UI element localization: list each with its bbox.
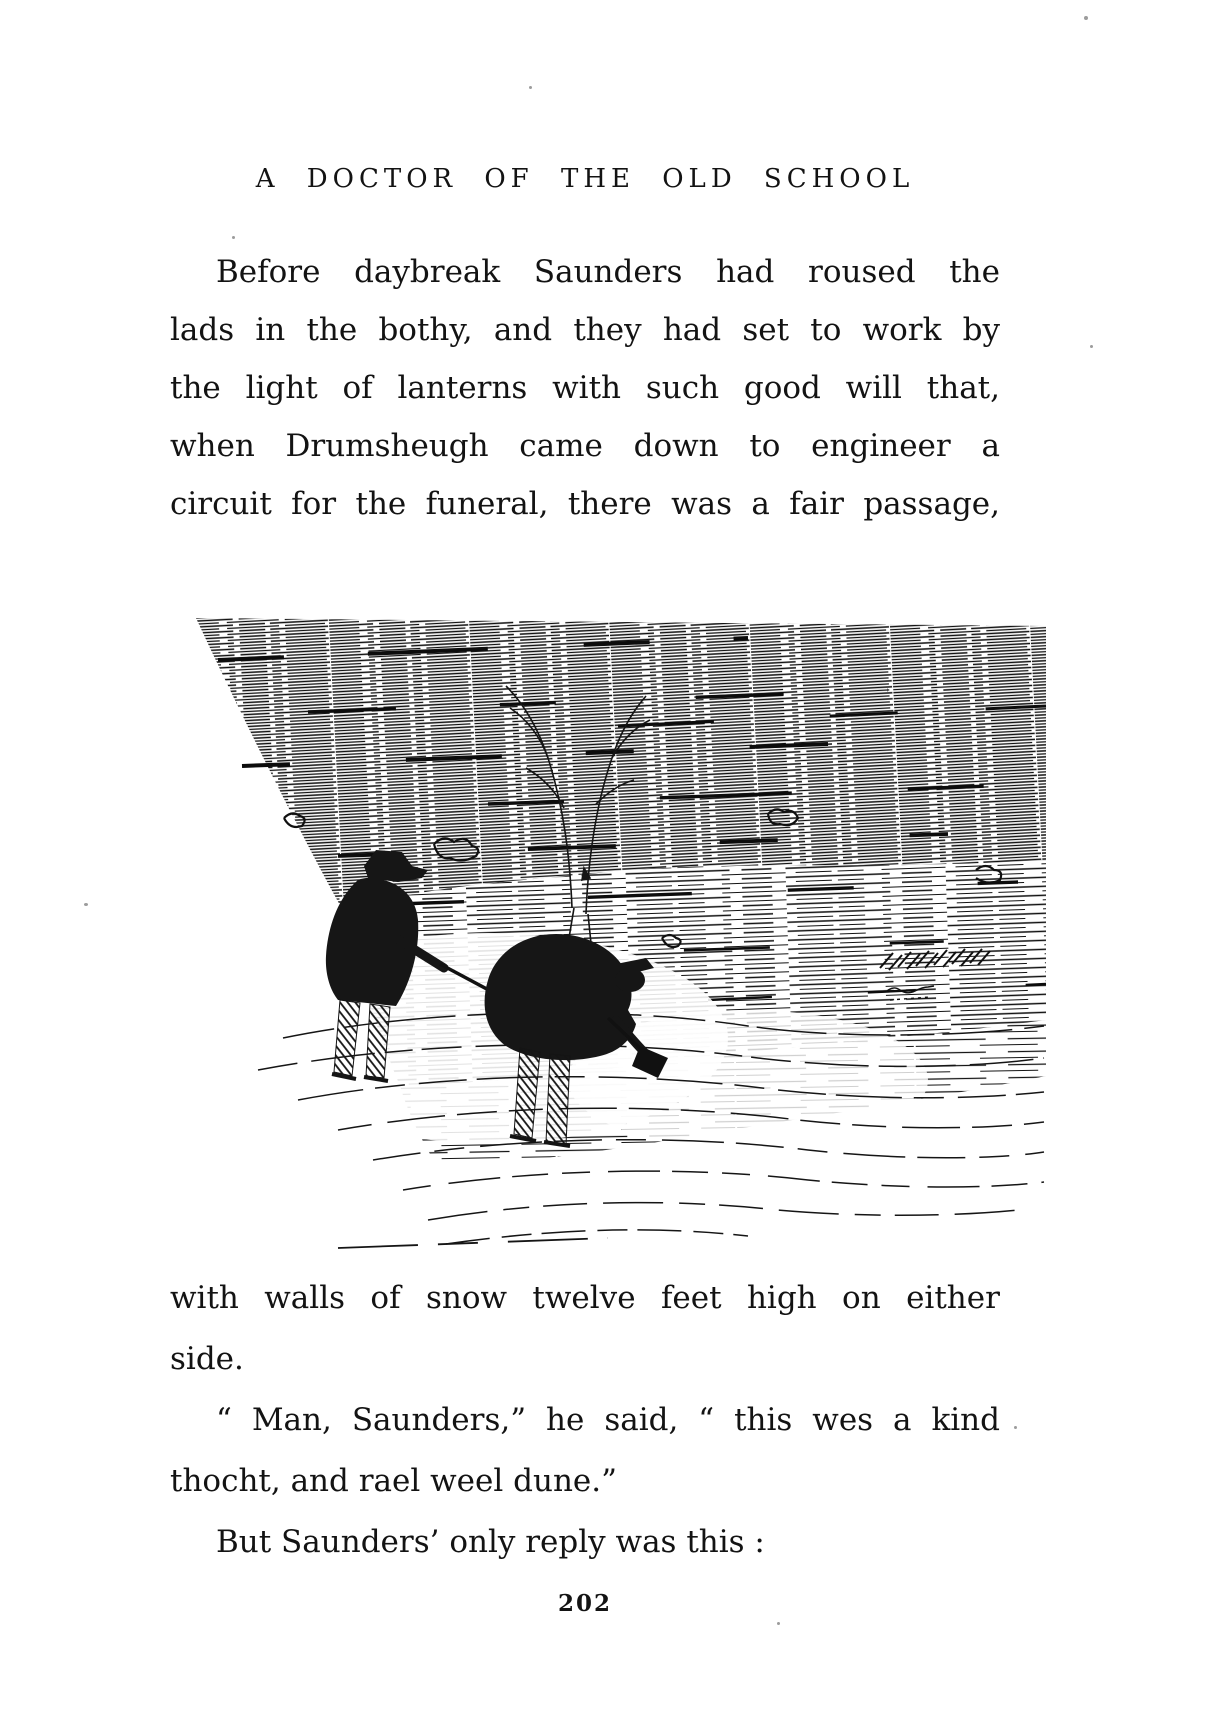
snow-digging-illustration bbox=[188, 608, 1048, 1253]
text-line: lads in the bothy, and they had set to work by bbox=[170, 312, 1000, 348]
scan-speck bbox=[529, 86, 532, 89]
scan-speck bbox=[1090, 345, 1093, 348]
paragraph-1 bbox=[170, 243, 1000, 533]
text-line: when Drumsheugh came down to engineer a bbox=[170, 428, 1000, 464]
scan-speck bbox=[84, 903, 88, 906]
page-number: 202 bbox=[557, 1590, 612, 1617]
lower-text bbox=[170, 1268, 1000, 1573]
text-line: thocht, and rael weel dune.” bbox=[170, 1463, 617, 1499]
leg bbox=[546, 1054, 570, 1145]
scan-speck bbox=[777, 1622, 780, 1625]
text-line: the light of lanterns with such good will that, bbox=[170, 370, 1000, 406]
text-line: But Saunders’ only reply was this : bbox=[216, 1524, 765, 1560]
text-line: side. bbox=[170, 1341, 244, 1377]
text-line: “ Man, Saunders,” he said, “ this wes a kind bbox=[216, 1402, 1000, 1438]
scan-speck bbox=[232, 236, 235, 239]
text-line: with walls of snow twelve feet high on either bbox=[170, 1280, 1000, 1316]
scan-speck bbox=[1014, 1426, 1017, 1429]
text-line: circuit for the funeral, there was a fair passage, bbox=[170, 486, 1000, 522]
running-head: A DOCTOR OF THE OLD SCHOOL bbox=[255, 164, 915, 194]
scan-speck bbox=[1084, 16, 1088, 20]
text-line: Before daybreak Saunders had roused the bbox=[216, 254, 1000, 290]
